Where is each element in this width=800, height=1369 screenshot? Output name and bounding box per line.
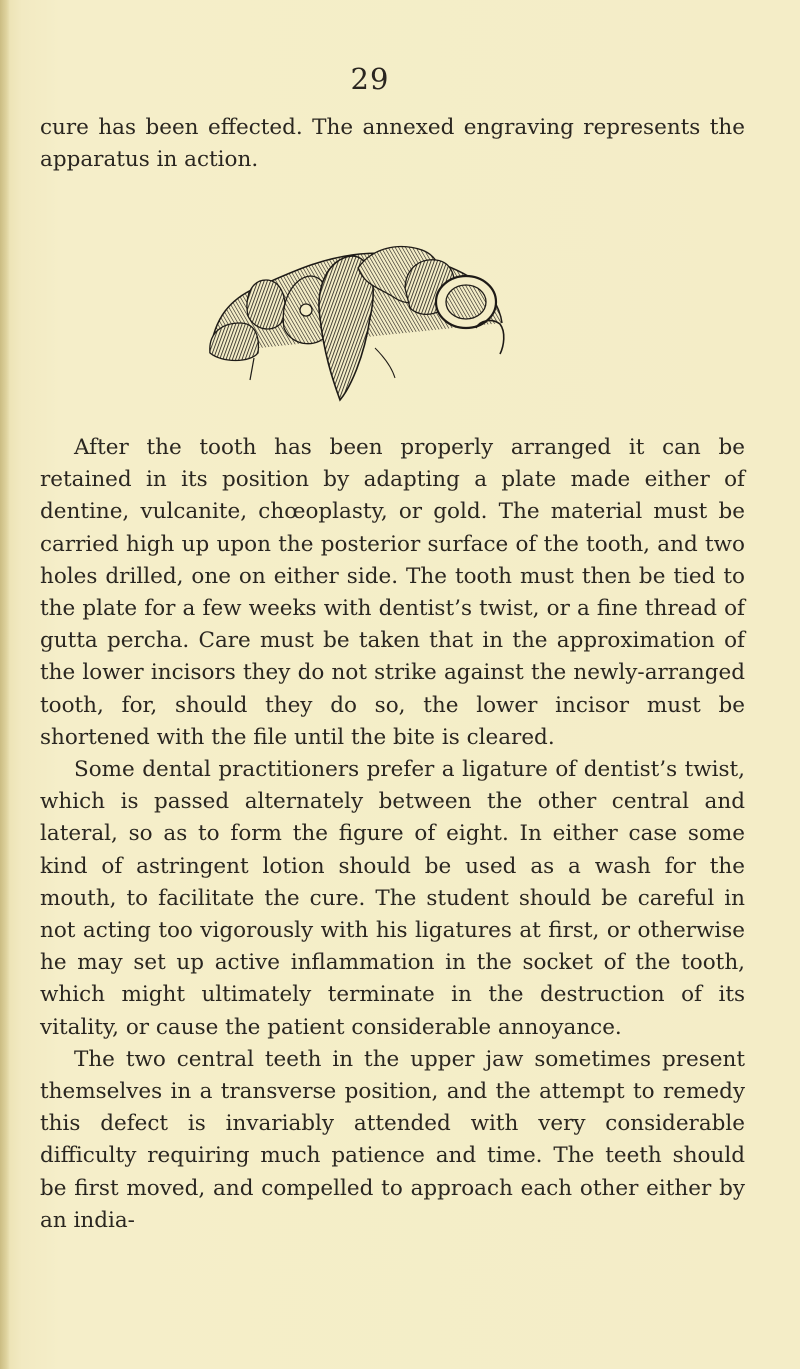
paragraph-ligature: Some dental practitioners prefer a ligature of dentist’s twist, which is passed alternately between the other central and lateral, so as to form the figure of eight. In either case some kind of astringent lotion should be used as a wash for the mouth, to facilitate the cure. The student should be careful in not acting too vigorously with his ligatures at first, or otherwise he may set up active inflammation in the socket of the tooth, which might ultimately terminate in the destruction of its vitality, or cause the patient considerable annoyance. <box>40 757 745 1040</box>
page-binding-edge <box>0 0 10 1369</box>
paragraph-retaining-tooth: After the tooth has been properly arranged it can be retained in its position by adapting a plate made either of dentine, vulcanite, chœoplasty, or gold. The material must be carried high up upon the posterior surface of the tooth, and two holes drilled, one on either side. The tooth must then be tied to the plate for a few weeks with dentist’s twist, or a fine thread of gutta percha. Care must be taken that in the approximation of the lower incisors they do not strike against the newly-arranged tooth, for, should they do so, the lower incisor must be shortened with the file until the bite is cleared. <box>40 435 745 750</box>
body-text <box>40 432 745 1237</box>
intro-paragraph: cure has been effected. The annexed engraving represents the apparatus in action. <box>40 115 745 172</box>
dental-apparatus-engraving-icon <box>200 228 530 406</box>
paragraph-transverse-teeth: The two central teeth in the upper jaw sometimes present themselves in a transverse position, and the attempt to remedy this defect is invariably attended with very considerable difficulty requiring much patience and time. The teeth should be first moved, and compelled to approach each other either by an india- <box>40 1046 745 1233</box>
page-number: 29 <box>350 62 390 96</box>
